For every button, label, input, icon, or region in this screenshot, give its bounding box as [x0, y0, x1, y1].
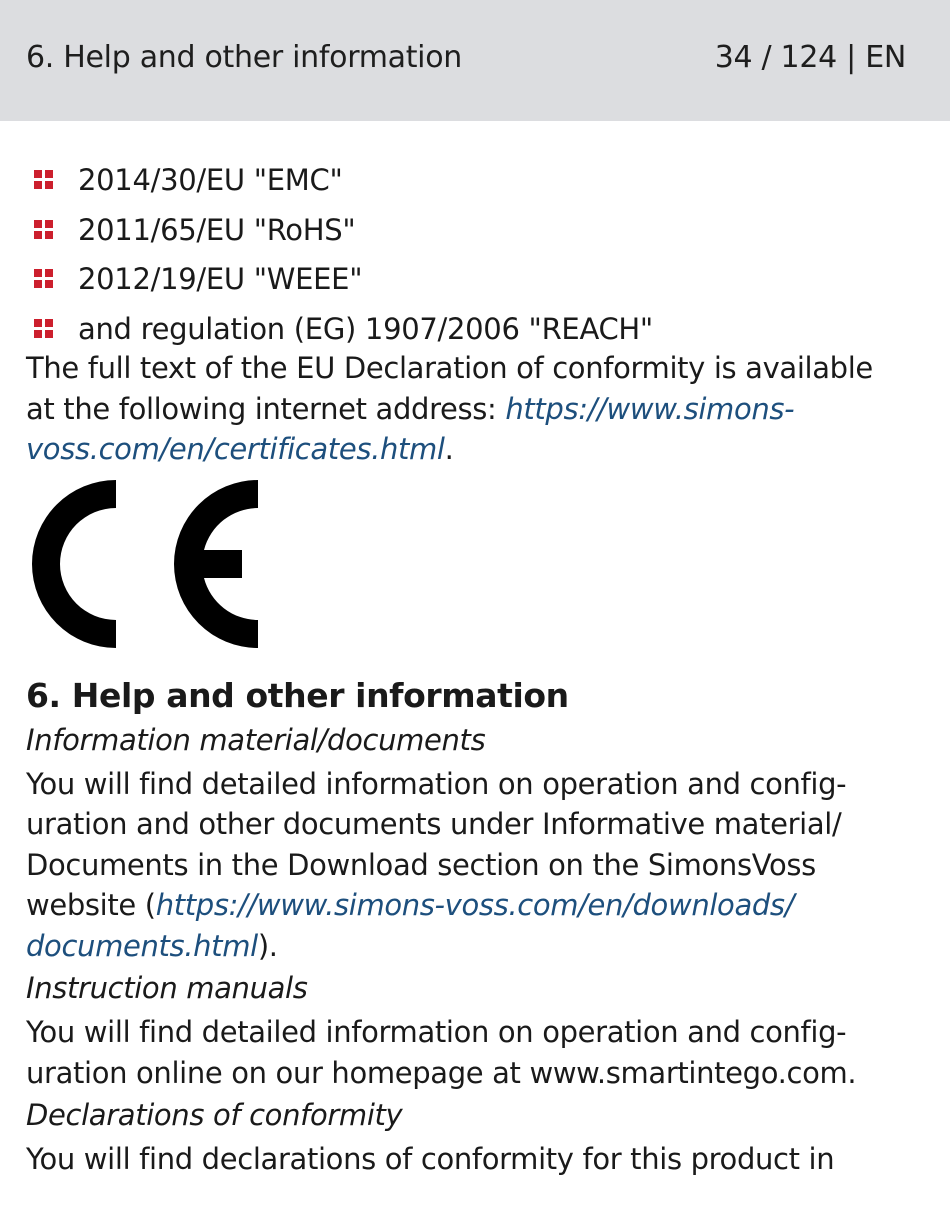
downloads-link-cont[interactable]: documents.html: [26, 928, 258, 963]
page-content: [26, 156, 926, 1180]
header-page-indicator: 34 / 124 | EN: [714, 40, 906, 75]
paragraph-line: You will find detailed information on operation and config-: [26, 1015, 847, 1049]
declaration-line: The full text of the EU Declaration of conformity is available: [26, 351, 873, 385]
info-material-paragraph: [26, 764, 926, 967]
subheading-instruction-manuals: Instruction manuals: [26, 971, 308, 1005]
list-item: [26, 255, 926, 305]
bullet-square-icon: [34, 220, 54, 240]
subheading-declarations: Declarations of conformity: [26, 1098, 403, 1132]
ce-mark-icon: [26, 480, 262, 648]
bullet-square-icon: [34, 170, 54, 190]
paragraph-line: uration and other documents under Informative material/: [26, 807, 842, 841]
declaration-line: voss.com/en/certificates.html.: [26, 432, 454, 466]
directive-list: [26, 156, 926, 354]
instruction-manuals-paragraph: [26, 1012, 926, 1093]
directive-text: 2011/65/EU "RoHS": [78, 212, 356, 247]
declaration-paragraph: [26, 348, 926, 470]
paragraph-line: You will find declarations of conformity for this product in: [26, 1142, 835, 1176]
bullet-square-icon: [34, 269, 54, 289]
page-header: [0, 0, 950, 121]
paragraph-line: Documents in the Download section on the SimonsVoss: [26, 847, 816, 882]
bullet-square-icon: [34, 319, 54, 339]
subheading-info-material: Information material/documents: [26, 722, 486, 757]
paragraph-line: uration online on our homepage at www.smartintego.com.: [26, 1055, 857, 1090]
header-section-title: 6. Help and other information: [26, 40, 462, 75]
paragraph-line: documents.html).: [26, 928, 278, 963]
paragraph-line: website (https://www.simons-voss.com/en/downloads/: [26, 888, 795, 922]
declaration-line: at the following internet address: https://www.simons-: [26, 391, 795, 426]
list-item: [26, 206, 926, 256]
certificates-link[interactable]: https://www.simons-: [505, 391, 795, 426]
certificates-link-cont[interactable]: voss.com/en/certificates.html: [26, 432, 445, 466]
section-heading: 6. Help and other information: [26, 675, 569, 715]
list-item: [26, 305, 926, 355]
downloads-link[interactable]: https://www.simons-voss.com/en/downloads/: [155, 888, 795, 922]
paragraph-line: You will find detailed information on operation and config-: [26, 766, 847, 801]
list-item: [26, 156, 926, 206]
directive-text: 2012/19/EU "WEEE": [78, 262, 363, 296]
directive-text: 2014/30/EU "EMC": [78, 163, 343, 197]
declarations-paragraph: [26, 1139, 926, 1180]
directive-text: and regulation (EG) 1907/2006 "REACH": [78, 311, 653, 346]
